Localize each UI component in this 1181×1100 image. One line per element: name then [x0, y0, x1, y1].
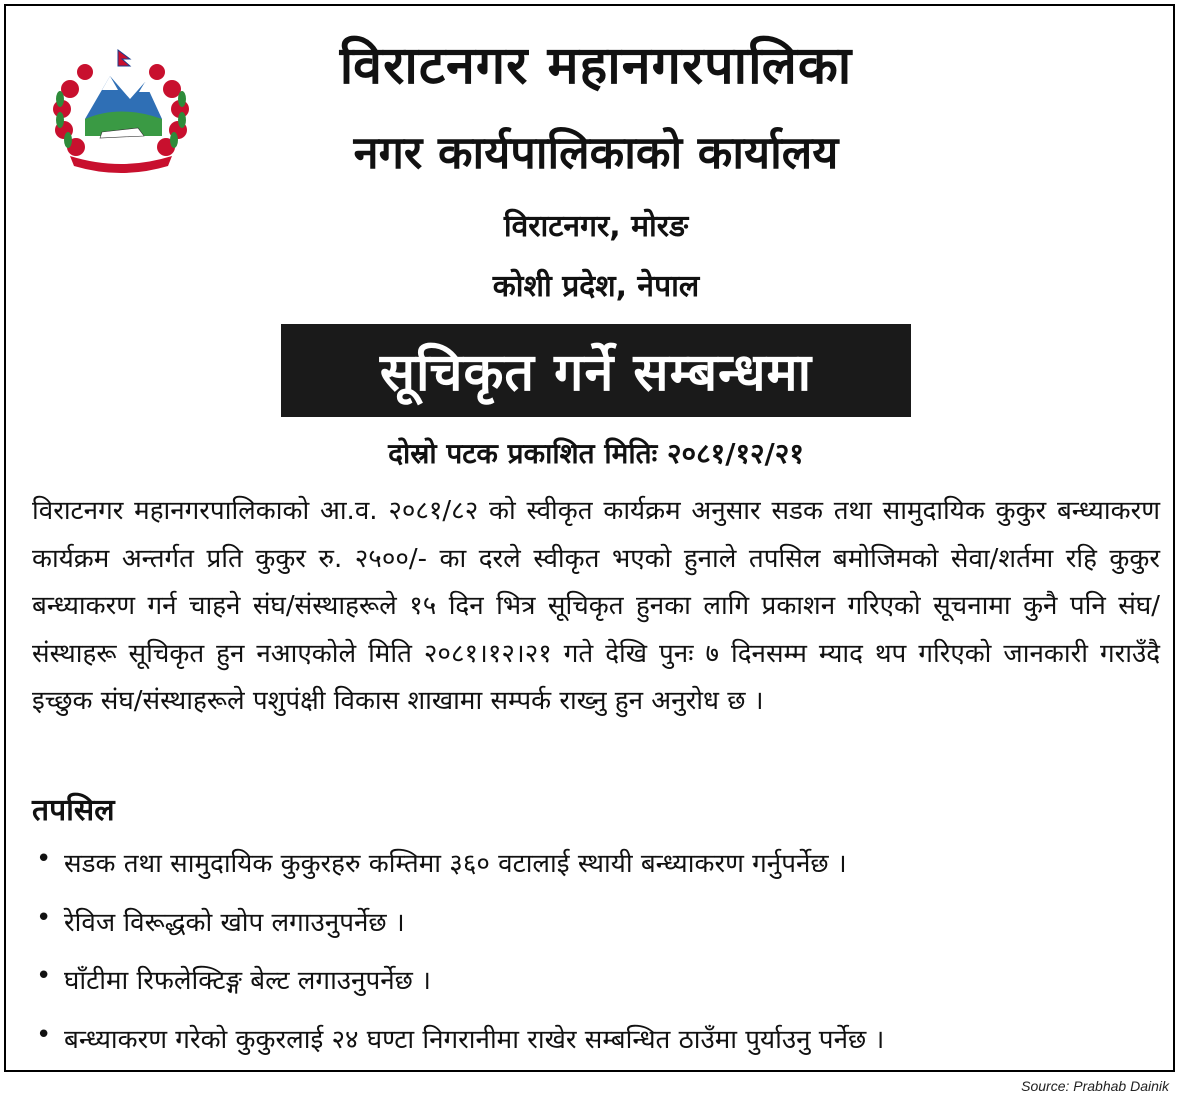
bullet-icon: •: [36, 1019, 52, 1050]
bullet-icon: •: [36, 844, 52, 874]
list-item-text: बन्ध्याकरण गरेको कुकुरलाई २४ घण्टा निगरानीमा राखेर सम्बन्धित ठाउँमा पुर्याउनु पर्नेछ ।: [64, 1024, 885, 1055]
source-credit: Source: Prabhab Dainik: [1021, 1078, 1169, 1094]
details-list: [36, 844, 1166, 1078]
publication-date: दोस्रो पटक प्रकाशित मितिः २०८१/१२/२१: [388, 437, 804, 470]
list-item: [36, 903, 1166, 962]
notice-subject: सूचिकृत गर्ने सम्बन्धमा: [379, 343, 813, 403]
notice-body: विराटनगर महानगरपालिकाको आ.व. २०८१/८२ को स्वीकृत कार्यक्रम अनुसार सडक तथा सामुदायिक कुकुर बन्ध्याकरण कार्यक्रम अन्तर्गत प्रति कुकुर रु. २५००/- का दरले स्वीकृत भएको हुनाले तपसिल बमोजिमको सेवा/शर्तमा रहि कुकुर बन्ध्याकरण गर्न चाहने संघ/संस्थाहरूले १५ दिन भित्र सूचिकृत हुनका लागि प्रकाशन गरिएको सूचनामा कुनै पनि संघ/संस्थाहरू सूचिकृत हुन नआएकोले मिति २०८१।१२।२१ गते देखि पुनः ७ दिनसम्म म्याद थप गरिएको जानकारी गराउँदै इच्छुक संघ/संस्थाहरूले पशुपंक्षी विकास शाखामा सम्पर्क राख्नु हुन अनुरोध छ ।: [32, 496, 1160, 716]
list-item: [36, 1020, 1166, 1079]
list-item-text: घाँटीमा रिफलेक्टिङ्ग बेल्ट लगाउनुपर्नेछ ।: [64, 966, 432, 996]
bullet-icon: •: [36, 902, 52, 933]
list-item-text: सडक तथा सामुदायिक कुकुरहरु कम्तिमा ३६० वटालाई स्थायी बन्ध्याकरण गर्नुपर्नेछ ।: [64, 849, 847, 879]
nepal-government-emblem-icon: [40, 44, 202, 174]
list-item: [36, 961, 1166, 1020]
location-province: कोशी प्रदेश, नेपाल: [492, 269, 700, 304]
office-title: विराटनगर महानगरपालिका: [339, 36, 853, 96]
office-subtitle: नगर कार्यपालिकाको कार्यालय: [353, 126, 839, 179]
bullet-icon: •: [36, 961, 52, 991]
list-item: [36, 844, 1166, 903]
notice-frame: [4, 4, 1175, 1072]
list-item-text: रेविज विरूद्धको खोप लगाउनुपर्नेछ ।: [64, 907, 405, 938]
details-heading: तपसिल: [32, 793, 115, 828]
subject-banner: [281, 324, 911, 417]
location-city: विराटनगर, मोरङ: [503, 209, 689, 244]
